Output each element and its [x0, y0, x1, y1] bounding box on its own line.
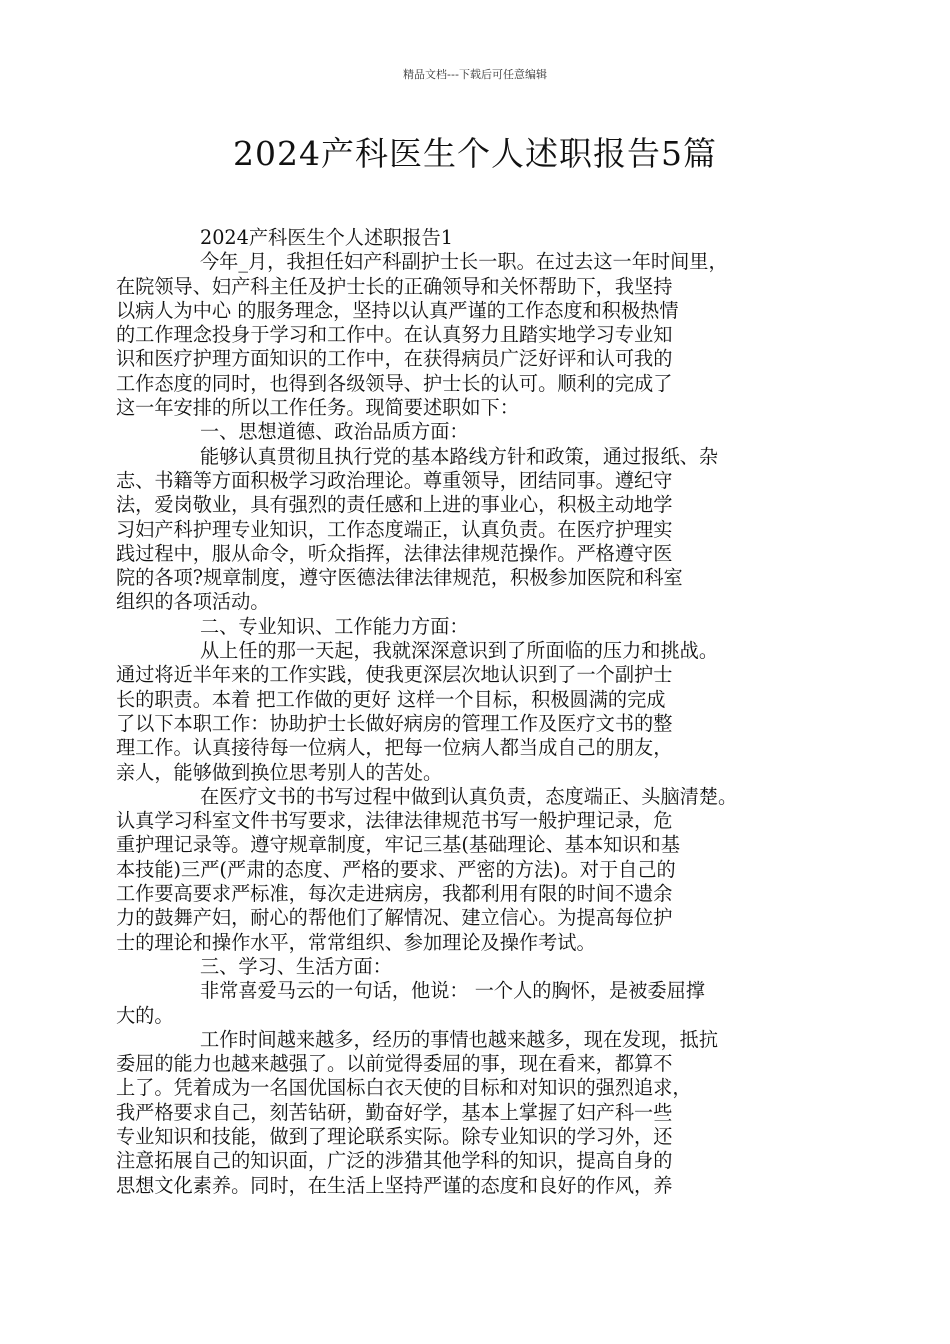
text-line: 委屈的能力也越来越强了。以前觉得委屈的事，现在看来，都算不 — [116, 1052, 673, 1076]
text-line: 注意拓展自己的知识面，广泛的涉猎其他学科的知识，提高自身的 — [116, 1149, 673, 1173]
text-line: 二、专业知识、工作能力方面： — [200, 614, 469, 638]
text-line: 法，爱岗敬业，具有强烈的责任感和上进的事业心，积极主动地学 — [116, 493, 673, 517]
text-line: 工作时间越来越多，经历的事情也越来越多，现在发现，抵抗 — [200, 1027, 719, 1051]
text-line: 我严格要求自己，刻苦钻研，勤奋好学，基本上掌握了妇产科一些 — [116, 1100, 673, 1124]
text-line: 从上任的那一天起，我就深深意识到了所面临的压力和挑战。 — [200, 639, 719, 663]
text-line: 士的理论和操作水平，常常组织、参加理论及操作考试。 — [116, 930, 596, 954]
text-line: 长的职责。本着 把工作做的更好 这样一个目标，积极圆满的完成 — [116, 687, 666, 711]
text-line: 三、学习、生活方面： — [200, 954, 392, 978]
text-line: 力的鼓舞产妇，耐心的帮他们了解情况、建立信心。为提高每位护 — [116, 906, 673, 930]
text-line: 思想文化素养。同时，在生活上坚持严谨的态度和良好的作风，养 — [116, 1173, 673, 1197]
text-line: 的工作理念投身于学习和工作中。在认真努力且踏实地学习专业知 — [116, 323, 673, 347]
text-line: 一、思想道德、政治品质方面： — [200, 420, 469, 444]
text-line: 组织的各项活动。 — [116, 590, 270, 614]
text-line: 在院领导、妇产科主任及护士长的正确领导和关怀帮助下，我坚持 — [116, 274, 673, 298]
text-line: 识和医疗护理方面知识的工作中，在获得病员广泛好评和认可我的 — [116, 347, 673, 371]
text-line: 在医疗文书的书写过程中做到认真负责，态度端正、头脑清楚。 — [200, 784, 738, 808]
text-line: 能够认真贯彻且执行党的基本路线方针和政策，通过报纸、杂 — [200, 444, 719, 468]
text-line: 上了。凭着成为一名国优国标白衣天使的目标和对知识的强烈追求， — [116, 1076, 692, 1100]
text-line: 践过程中，服从命令，听众指挥，法律法律规范操作。严格遵守医 — [116, 541, 673, 565]
text-line: 理工作。认真接待每一位病人，把每一位病人都当成自己的朋友， — [116, 736, 673, 760]
text-line: 工作要高要求严标准，每次走进病房，我都利用有限的时间不遗余 — [116, 882, 673, 906]
text-line: 专业知识和技能，做到了理论联系实际。除专业知识的学习外，还 — [116, 1124, 673, 1148]
text-line: 院的各项?规章制度，遵守医德法律法律规范，积极参加医院和科室 — [116, 566, 683, 590]
header-note: 精品文档---下载后可任意编辑 — [403, 68, 547, 81]
text-line: 通过将近半年来的工作实践，使我更深层次地认识到了一个副护士 — [116, 663, 673, 687]
text-line: 认真学习科室文件书写要求，法律法律规范书写一般护理记录，危 — [116, 809, 673, 833]
text-line: 亲人，能够做到换位思考别人的苦处。 — [116, 760, 443, 784]
text-line: 了以下本职工作：协助护士长做好病房的管理工作及医疗文书的整 — [116, 711, 673, 735]
text-line: 这一年安排的所以工作任务。现简要述职如下： — [116, 396, 519, 420]
text-line: 习妇产科护理专业知识，工作态度端正，认真负责。在医疗护理实 — [116, 517, 673, 541]
text-line: 本技能)三严(严肃的态度、严格的要求、严密的方法)。对于自己的 — [116, 857, 676, 881]
text-line: 2024产科医生个人述职报告1 — [200, 226, 453, 249]
text-line: 非常喜爱马云的一句话，他说： 一个人的胸怀，是被委屈撑 — [200, 979, 705, 1003]
text-line: 以病人为中心 的服务理念，坚持以认真严谨的工作态度和积极热情 — [116, 298, 679, 322]
document-title: 2024产科医生个人述职报告5篇 — [233, 134, 717, 173]
text-line: 今年_月，我担任妇产科副护士长一职。在过去这一年时间里， — [200, 250, 728, 274]
document-body — [116, 226, 830, 1198]
text-line: 志、书籍等方面积极学习政治理论。尊重领导，团结同事。遵纪守 — [116, 468, 673, 492]
text-line: 重护理记录等。遵守规章制度，牢记三基(基础理论、基本知识和基 — [116, 833, 680, 857]
text-line: 大的。 — [116, 1003, 174, 1027]
text-line: 工作态度的同时，也得到各级领导、护士长的认可。顺利的完成了 — [116, 371, 673, 395]
